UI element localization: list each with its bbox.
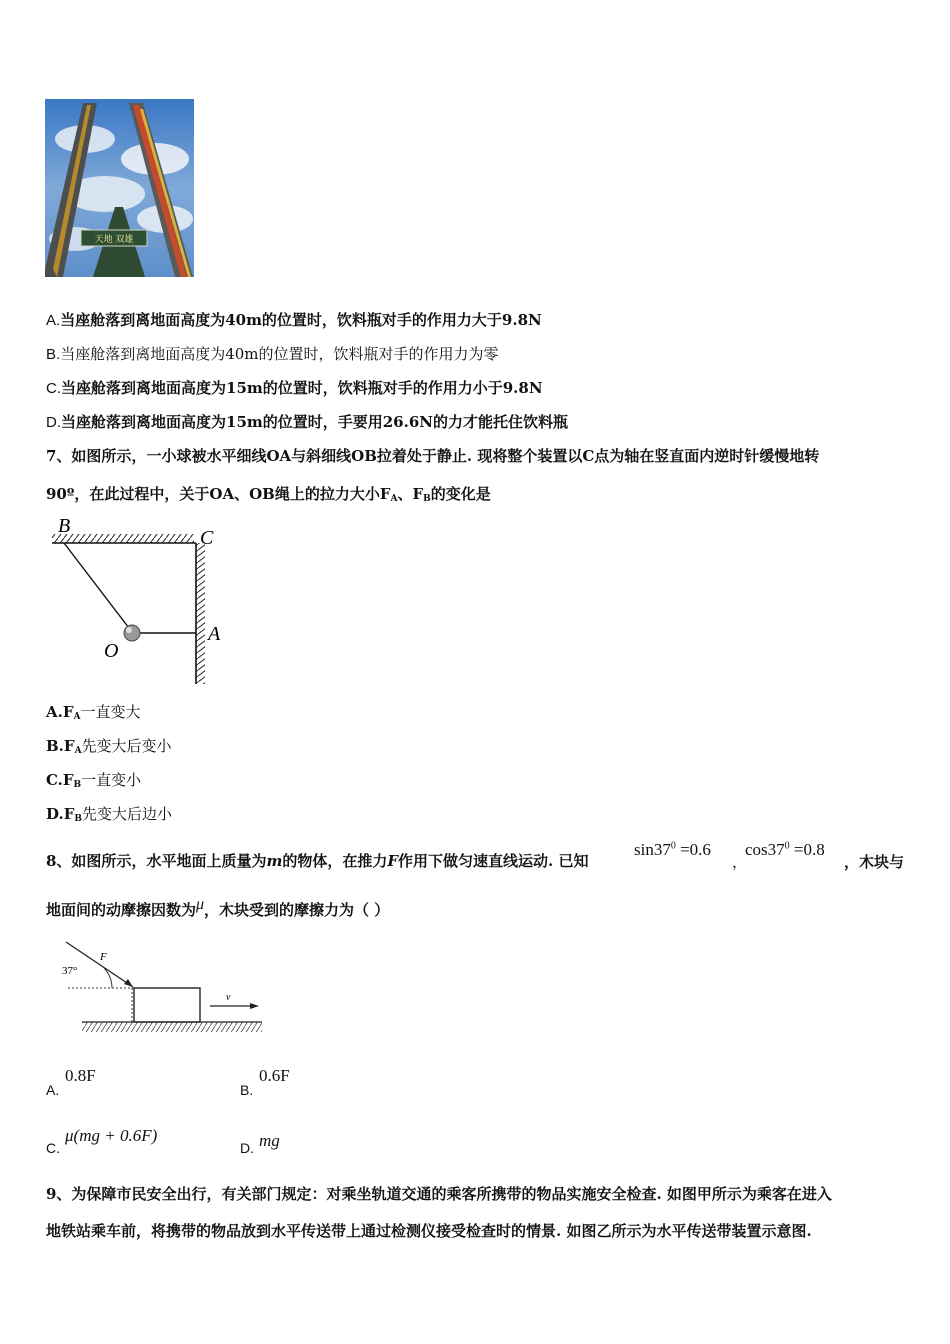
q7-option-b: $B.F_A$先变大后变小 (46, 737, 172, 756)
q8-comma: ， (732, 853, 748, 871)
q8-velocity-label: v (226, 992, 231, 1003)
q9-stem-line2: 地铁站乘车前，将携带的物品放到水平传送带上通过检测仪接受检查时的情景. 如图乙所示为水平传送带装置示意图. (46, 1222, 812, 1240)
q8-option-a-value: 0.8F (65, 1066, 96, 1085)
photo-sign-text: 天地 双雄 (94, 235, 134, 245)
q7-stem-line2: 90º，在此过程中，关于OA、OB绳上的拉力大小$F_A$、$F_B$的变化是 (46, 485, 491, 504)
q7-stem-line1: 7、如图所示，一小球被水平细线OA与斜细线OB拉着处于静止. 现将整个装置以C点为轴在竖直面内逆时针缓慢地转 (46, 447, 820, 465)
q8-diagram (60, 938, 265, 1038)
q7-label-a: A (208, 623, 221, 645)
drop-tower-photo (45, 99, 194, 277)
q8-option-b-value: 0.6F (259, 1066, 290, 1085)
q7-diagram (46, 514, 236, 689)
q8-stem-line1: 8、如图所示，水平地面上质量为m的物体，在推力F作用下做匀速直线运动. 已知 (46, 852, 589, 870)
q6-option-b: B.当座舱落到离地面高度为40m的位置时，饮料瓶对手的作用力为零 (46, 345, 499, 363)
q8-option-c-value: μ(mg + 0.6F) (65, 1126, 158, 1145)
q7-label-b: B (58, 515, 71, 537)
q8-force-label: F (100, 951, 107, 963)
q6-option-a: A.当座舱落到离地面高度为40m的位置时，饮料瓶对手的作用力大于9.8N (46, 311, 542, 329)
q8-stem-line1-end: ，木块与 (844, 853, 905, 871)
q8-option-c-label: C. (46, 1140, 60, 1156)
q6-option-c: C.当座舱落到离地面高度为15m的位置时，饮料瓶对手的作用力小于9.8N (46, 379, 543, 397)
q8-option-a-label: A. (46, 1082, 60, 1098)
q8-option-d-label: D. (240, 1140, 254, 1156)
q8-stem-line2: 地面间的动摩擦因数为μ，木块受到的摩擦力为（ ） (46, 896, 390, 919)
q8-cos-formula: $\cos 37^0 =0.8$ (745, 840, 825, 859)
q8-option-d-value: mg (259, 1131, 280, 1150)
q6-option-d: D.当座舱落到离地面高度为15m的位置时，手要用26.6N的力才能托住饮料瓶 (46, 413, 568, 431)
q7-option-a: $A.F_A$一直变大 (46, 703, 141, 722)
q7-label-o: O (104, 640, 119, 662)
q7-option-d: $D.F_B$先变大后边小 (46, 805, 172, 824)
q8-option-b-label: B. (240, 1082, 254, 1098)
q9-stem-line1: 9、为保障市民安全出行，有关部门规定：对乘坐轨道交通的乘客所携带的物品实施安全检查. 如图甲所示为乘客在进入 (46, 1185, 832, 1203)
q8-sin-formula: $\sin 37^0 =0.6$ (634, 840, 711, 859)
q8-angle-label: 37° (62, 965, 78, 977)
q7-option-c: $C.F_B$一直变小 (46, 771, 142, 790)
q7-label-c: C (200, 527, 214, 549)
